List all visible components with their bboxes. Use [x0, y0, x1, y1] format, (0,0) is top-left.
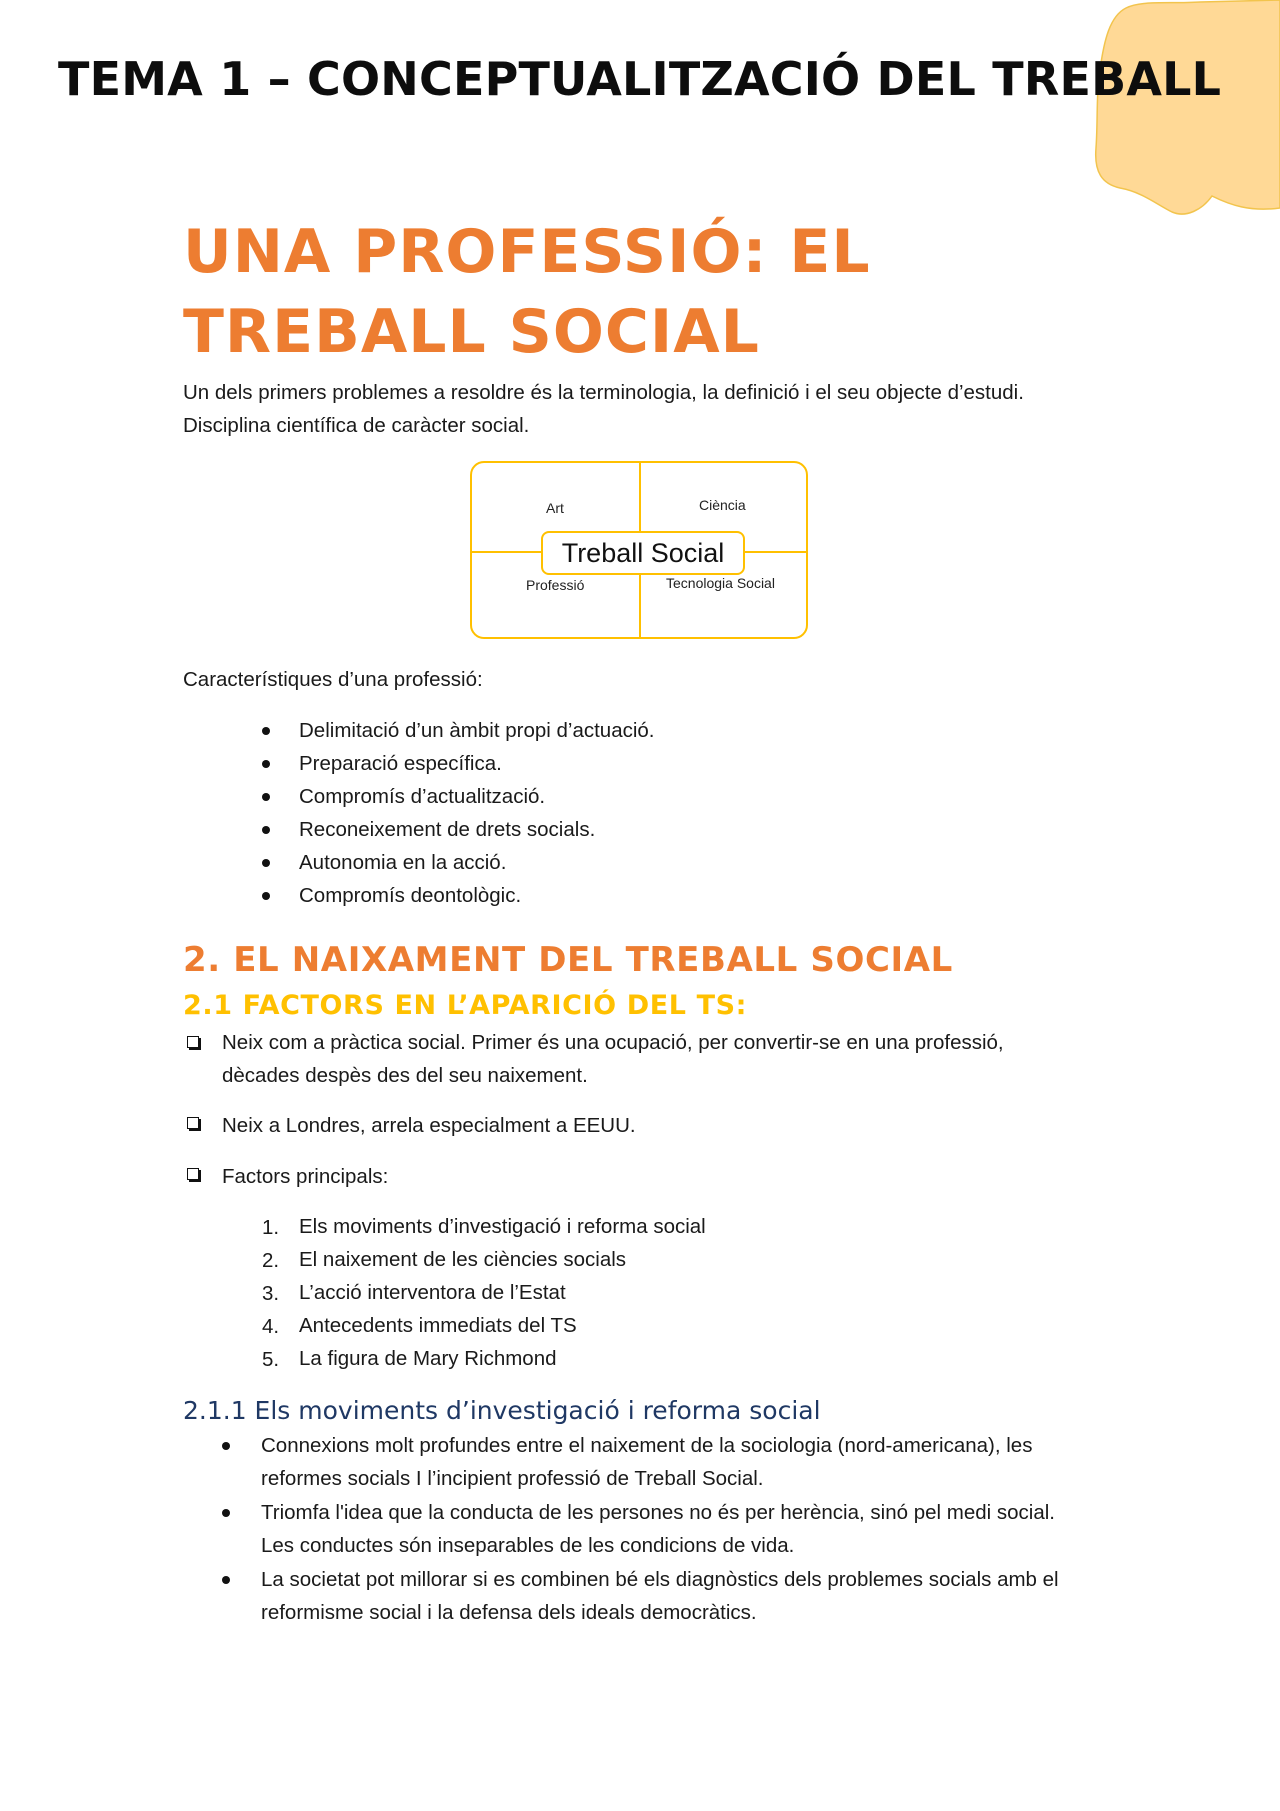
characteristics-label: Característiques d’una professió:: [183, 668, 483, 691]
diagram-label-tecnologia-social: Tecnologia Social: [666, 575, 775, 591]
list-item-text: Preparació específica.: [299, 752, 502, 775]
factor-text: El naixement de les ciències socials: [299, 1248, 627, 1271]
diagram-label-art: Art: [546, 500, 564, 516]
factor-number: 3.: [262, 1282, 280, 1305]
bullet-icon: [222, 1509, 230, 1517]
section-title-line-2: TREBALL SOCIAL: [183, 297, 760, 367]
bullet-icon: [262, 793, 270, 801]
bullet-icon: [222, 1576, 230, 1584]
factor-text: La figura de Mary Richmond: [299, 1347, 557, 1370]
bullet-icon: [262, 760, 270, 768]
section-2-heading: 2. EL NAIXAMENT DEL TREBALL SOCIAL: [183, 940, 953, 980]
subsection-bullet-3-line-2: reformisme social i la defensa dels ideals democràtics.: [261, 1601, 757, 1624]
page-header-title: TEMA 1 – CONCEPTUALITZACIÓ DEL TREBALL: [58, 52, 1222, 106]
checklist-item-1-line-2: dècades despès des del seu naixement.: [222, 1064, 588, 1087]
checkbox-icon: [187, 1117, 199, 1129]
bullet-icon: [222, 1442, 230, 1450]
subsection-bullet-1-line-2: reformes socials I l’incipient professió de Treball Social.: [261, 1467, 764, 1490]
factor-text: Els moviments d’investigació i reforma social: [299, 1215, 706, 1238]
section-2-1-1-heading: 2.1.1 Els moviments d’investigació i reforma social: [183, 1396, 821, 1425]
factor-text: L’acció interventora de l’Estat: [299, 1281, 566, 1304]
subsection-bullet-3-line-1: La societat pot millorar si es combinen bé els diagnòstics dels problemes socials amb el: [261, 1568, 1059, 1591]
checkbox-icon: [187, 1168, 199, 1180]
factor-number: 5.: [262, 1348, 280, 1371]
bullet-icon: [262, 727, 270, 735]
section-title-line-1: UNA PROFESSIÓ: EL: [183, 217, 871, 287]
diagram-label-professio: Professió: [526, 577, 585, 593]
factor-text: Antecedents immediats del TS: [299, 1314, 577, 1337]
factor-number: 1.: [262, 1216, 280, 1239]
list-item-text: Delimitació d’un àmbit propi d’actuació.: [299, 719, 655, 742]
factor-number: 2.: [262, 1249, 280, 1272]
checklist-item-3: Factors principals:: [222, 1165, 389, 1188]
subsection-bullet-2-line-1: Triomfa l'idea que la conducta de les persones no és per herència, sinó pel medi social.: [261, 1501, 1055, 1524]
list-item-text: Compromís d’actualització.: [299, 785, 546, 808]
list-item-text: Compromís deontològic.: [299, 884, 522, 907]
checklist-item-2: Neix a Londres, arrela especialment a EEUU.: [222, 1114, 636, 1137]
decorative-blob: [1090, 0, 1280, 220]
bullet-icon: [262, 892, 270, 900]
subsection-bullet-2-line-2: Les conductes són inseparables de les condicions de vida.: [261, 1534, 795, 1557]
subsection-bullet-1-line-1: Connexions molt profundes entre el naixement de la sociologia (nord-americana), les: [261, 1434, 1033, 1457]
checkbox-icon: [187, 1036, 199, 1048]
intro-line-2: Disciplina científica de caràcter social.: [183, 414, 530, 437]
bullet-icon: [262, 859, 270, 867]
section-title: [183, 212, 871, 372]
treball-social-diagram: [468, 459, 814, 643]
bullet-icon: [262, 826, 270, 834]
factor-number: 4.: [262, 1315, 280, 1338]
list-item-text: Reconeixement de drets socials.: [299, 818, 596, 841]
checklist-item-1-line-1: Neix com a pràctica social. Primer és una ocupació, per convertir-se en una professió,: [222, 1031, 1004, 1054]
intro-paragraph: [183, 376, 1024, 442]
diagram-label-ciencia: Ciència: [699, 497, 746, 513]
list-item-text: Autonomia en la acció.: [299, 851, 507, 874]
section-2-1-heading: 2.1 FACTORS EN L’APARICIÓ DEL TS:: [183, 990, 748, 1021]
intro-line-1: Un dels primers problemes a resoldre és la terminologia, la definició i el seu objecte d’estudi.: [183, 381, 1024, 404]
diagram-center-label: Treball Social: [541, 531, 745, 575]
